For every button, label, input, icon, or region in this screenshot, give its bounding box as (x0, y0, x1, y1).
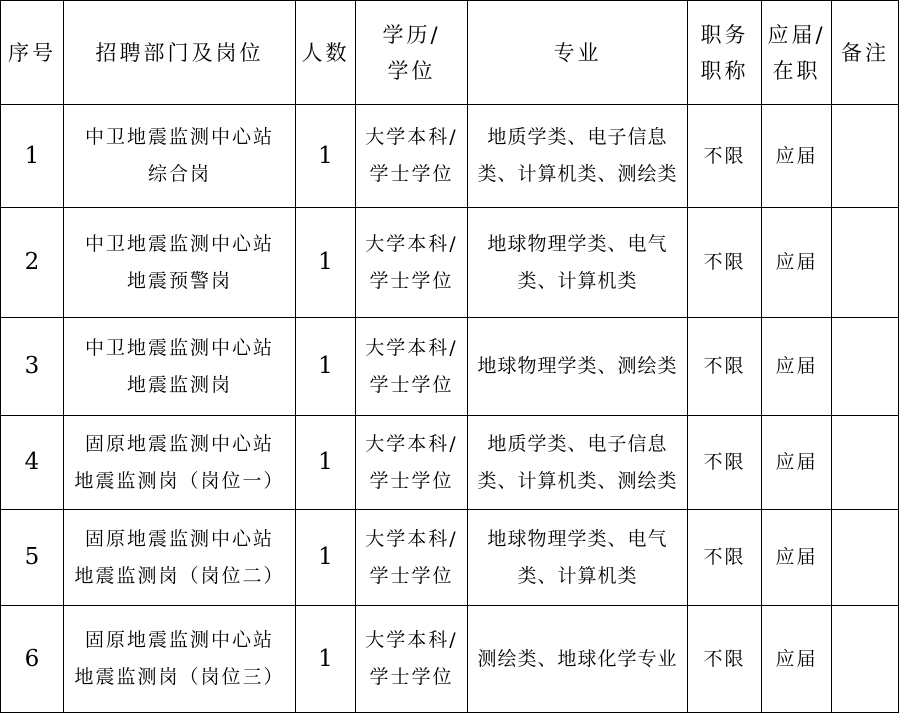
row-major-line: 地球物理学类、电气 (487, 232, 668, 255)
row-edu-line: 大学本科/ (365, 432, 458, 455)
row-dept-line: 中卫地震监测中心站 (84, 336, 274, 359)
header-note: 备注 (832, 1, 899, 105)
row-grad: 应届 (762, 606, 832, 713)
row-dept (64, 318, 296, 416)
row-count: 1 (296, 416, 356, 510)
row-major (468, 606, 688, 713)
row-seq: 4 (1, 416, 64, 510)
header-edu-line: 学历/ (382, 22, 441, 47)
row-major-line: 地质学类、电子信息 (487, 126, 668, 148)
row-note (832, 318, 899, 416)
row-dept-line: 地震监测岗 (126, 373, 232, 396)
row-count: 1 (296, 105, 356, 208)
row-dept (64, 606, 296, 713)
row-major-line: 类、计算机类、测绘类 (477, 469, 678, 492)
row-edu-line: 大学本科/ (365, 336, 458, 359)
row-dept-line: 地震监测岗（岗位三） (74, 666, 285, 688)
header-edu-line: 学位 (387, 58, 436, 83)
header-title-line: 职称 (700, 58, 749, 83)
row-dept-line: 地震监测岗（岗位一） (74, 469, 285, 492)
row-major-line: 类、计算机类 (517, 269, 638, 292)
row-edu (356, 606, 468, 713)
row-edu-line: 大学本科/ (365, 232, 458, 255)
row-major (468, 105, 688, 208)
row-dept-line: 中卫地震监测中心站 (84, 126, 274, 148)
table-row (1, 208, 899, 318)
row-dept (64, 105, 296, 208)
row-dept-line: 地震监测岗（岗位二） (74, 564, 285, 587)
row-major-line: 地球物理学类、测绘类 (477, 355, 678, 377)
row-grad: 应届 (762, 510, 832, 606)
row-grad: 应届 (762, 318, 832, 416)
row-edu-line: 学士学位 (369, 469, 454, 492)
row-dept-line: 地震预警岗 (126, 269, 232, 292)
header-grad-line: 应届/ (767, 22, 826, 47)
header-major: 专业 (468, 1, 688, 105)
row-title: 不限 (688, 318, 762, 416)
table-row (1, 105, 899, 208)
row-edu (356, 510, 468, 606)
row-dept (64, 208, 296, 318)
row-major (468, 510, 688, 606)
row-title: 不限 (688, 510, 762, 606)
row-dept (64, 510, 296, 606)
header-row (1, 1, 899, 105)
header-title (688, 1, 762, 105)
row-edu-line: 学士学位 (369, 163, 454, 185)
row-edu-line: 学士学位 (369, 666, 454, 688)
table-row (1, 416, 899, 510)
row-major (468, 318, 688, 416)
row-title: 不限 (688, 208, 762, 318)
row-major-line: 类、计算机类 (517, 564, 638, 587)
row-dept-line: 固原地震监测中心站 (84, 432, 274, 455)
row-major-line: 测绘类、地球化学专业 (477, 647, 678, 670)
header-grad-line: 在职 (772, 58, 821, 83)
row-seq: 6 (1, 606, 64, 713)
row-count: 1 (296, 510, 356, 606)
row-edu (356, 208, 468, 318)
row-count: 1 (296, 208, 356, 318)
row-grad: 应届 (762, 208, 832, 318)
row-grad: 应届 (762, 105, 832, 208)
row-note (832, 510, 899, 606)
row-dept (64, 416, 296, 510)
row-note (832, 105, 899, 208)
row-count: 1 (296, 606, 356, 713)
table-row (1, 318, 899, 416)
row-count: 1 (296, 318, 356, 416)
row-edu (356, 105, 468, 208)
row-dept-line: 中卫地震监测中心站 (84, 232, 274, 255)
row-grad: 应届 (762, 416, 832, 510)
row-edu-line: 学士学位 (369, 564, 454, 587)
row-edu (356, 416, 468, 510)
row-note (832, 606, 899, 713)
row-edu-line: 大学本科/ (365, 629, 458, 651)
row-seq: 2 (1, 208, 64, 318)
row-seq: 5 (1, 510, 64, 606)
row-note (832, 416, 899, 510)
row-edu-line: 大学本科/ (365, 527, 458, 550)
header-edu (356, 1, 468, 105)
header-count: 人数 (296, 1, 356, 105)
header-dept: 招聘部门及岗位 (64, 1, 296, 105)
row-major-line: 地质学类、电子信息 (487, 432, 668, 455)
header-seq: 序号 (1, 1, 64, 105)
row-major-line: 类、计算机类、测绘类 (477, 163, 678, 185)
header-grad (762, 1, 832, 105)
row-edu-line: 大学本科/ (365, 126, 458, 148)
table-row (1, 510, 899, 606)
row-dept-line: 固原地震监测中心站 (84, 629, 274, 651)
row-title: 不限 (688, 416, 762, 510)
row-note (832, 208, 899, 318)
row-title: 不限 (688, 105, 762, 208)
row-edu-line: 学士学位 (369, 373, 454, 396)
row-edu-line: 学士学位 (369, 269, 454, 292)
header-title-line: 职务 (700, 22, 749, 47)
row-major-line: 地球物理学类、电气 (487, 527, 668, 550)
row-dept-line: 综合岗 (147, 163, 211, 185)
row-dept-line: 固原地震监测中心站 (84, 527, 274, 550)
row-major (468, 208, 688, 318)
row-seq: 3 (1, 318, 64, 416)
table-row (1, 606, 899, 713)
row-title: 不限 (688, 606, 762, 713)
row-edu (356, 318, 468, 416)
row-seq: 1 (1, 105, 64, 208)
row-major (468, 416, 688, 510)
